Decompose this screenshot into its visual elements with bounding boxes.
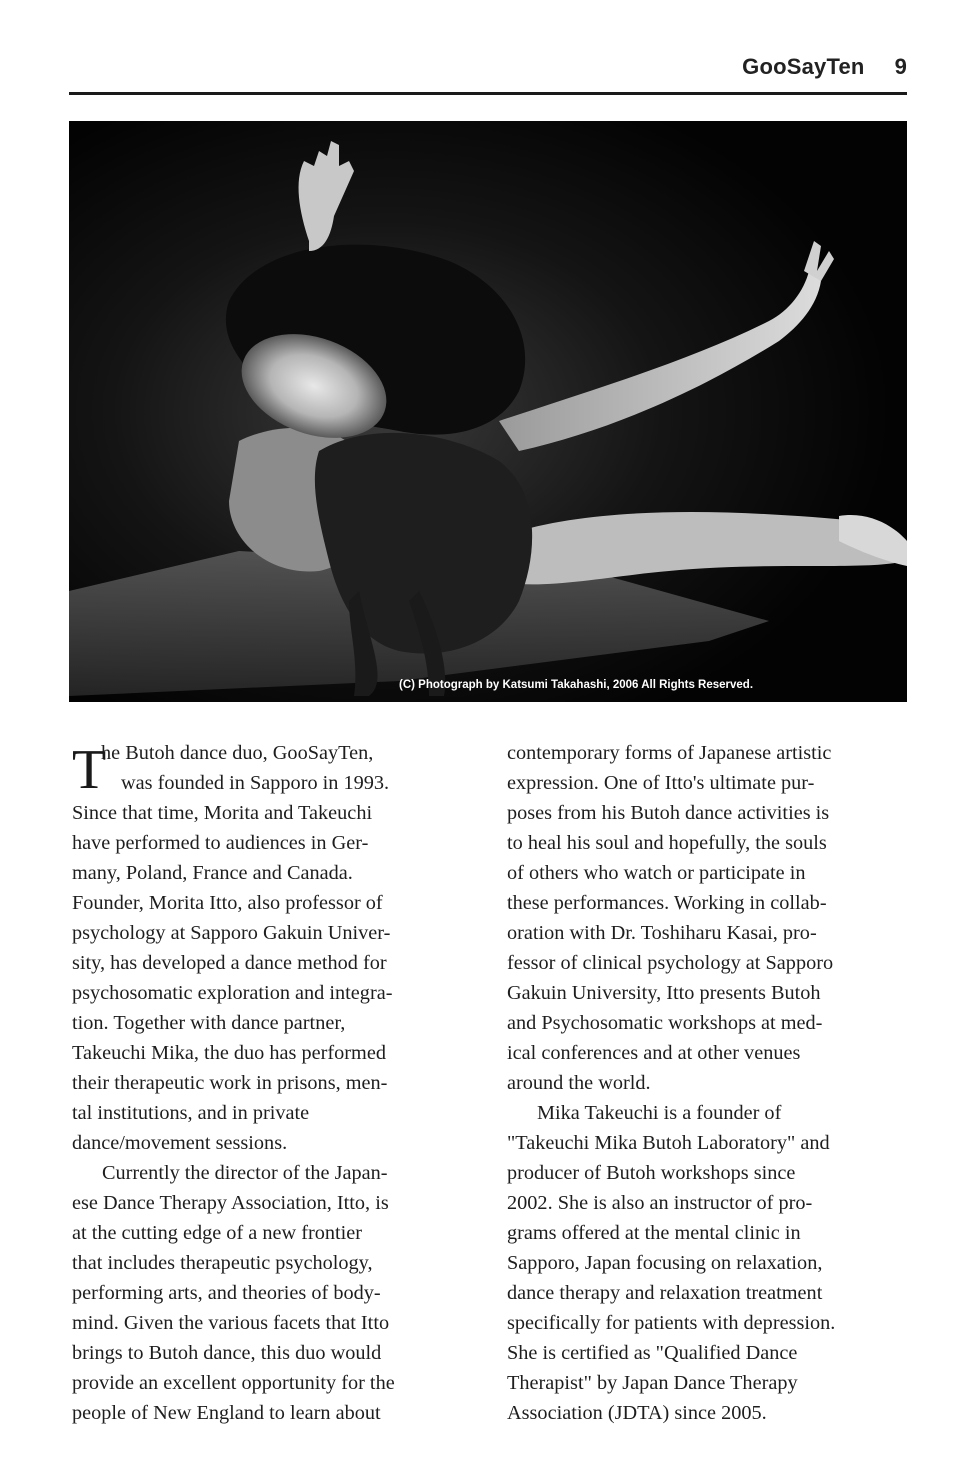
text-line: Sapporo, Japan focusing on relaxation, (507, 1252, 823, 1274)
text-line: Takeuchi Mika, the duo has performed (72, 1042, 386, 1064)
text-line: ical conferences and at other venues (507, 1042, 801, 1064)
text-line: he Butoh dance duo, GooSayTen, (101, 742, 374, 764)
text-line: 2002. She is also an instructor of pro- (507, 1192, 813, 1214)
paragraph-3 (507, 738, 909, 1098)
text-line: oration with Dr. Toshiharu Kasai, pro- (507, 922, 817, 944)
text-line: Therapist" by Japan Dance Therapy (507, 1372, 798, 1394)
text-line: psychosomatic exploration and integra- (72, 982, 393, 1004)
text-line: grams offered at the mental clinic in (507, 1222, 801, 1244)
photo-credit: (C) Photograph by Katsumi Takahashi, 2006 All Rights Reserved. (399, 679, 754, 691)
text-line: tion. Together with dance partner, (72, 1012, 346, 1034)
text-line: at the cutting edge of a new frontier (72, 1222, 363, 1244)
text-line: sity, has developed a dance method for (72, 952, 387, 974)
page-number: 9 (894, 54, 907, 79)
text-line: performing arts, and theories of body- (72, 1282, 381, 1304)
text-line: Mika Takeuchi is a founder of (537, 1102, 782, 1124)
text-line: and Psychosomatic workshops at med- (507, 1012, 823, 1034)
text-line: fessor of clinical psychology at Sapporo (507, 952, 834, 974)
text-line: mind. Given the various facets that Itto (72, 1312, 390, 1334)
text-line: specifically for patients with depression. (507, 1312, 836, 1334)
text-line: was founded in Sapporo in 1993. (121, 772, 390, 794)
text-line: She is certified as "Qualified Dance (507, 1342, 798, 1364)
header-rule (69, 92, 907, 95)
text-line: to heal his soul and hopefully, the souls (507, 832, 827, 854)
text-line: psychology at Sapporo Gakuin Univer- (72, 922, 391, 944)
text-line: producer of Butoh workshops since (507, 1162, 796, 1184)
text-line: Since that time, Morita and Takeuchi (72, 802, 373, 824)
text-line: expression. One of Itto's ultimate pur- (507, 772, 815, 794)
paragraph-2 (72, 1158, 477, 1428)
running-title: GooSayTen (742, 54, 865, 79)
left-column (72, 738, 477, 1428)
paragraph-1 (72, 738, 477, 1158)
text-line: that includes therapeutic psychology, (72, 1252, 373, 1274)
text-line: Founder, Morita Itto, also professor of (72, 892, 383, 914)
text-line: people of New England to learn about (72, 1402, 381, 1424)
drop-cap: T (72, 739, 107, 801)
text-line: ese Dance Therapy Association, Itto, is (72, 1192, 389, 1214)
text-line: dance/movement sessions. (72, 1132, 288, 1154)
running-head (742, 54, 907, 80)
text-line: around the world. (507, 1072, 651, 1094)
text-line: have performed to audiences in Ger- (72, 832, 369, 854)
text-line: tal institutions, and in private (72, 1102, 310, 1124)
right-column (507, 738, 909, 1428)
text-line: of others who watch or participate in (507, 862, 806, 884)
text-line: Gakuin University, Itto presents Butoh (507, 982, 821, 1004)
paragraph-4 (507, 1098, 909, 1428)
text-line: many, Poland, France and Canada. (72, 862, 353, 884)
text-line: dance therapy and relaxation treatment (507, 1282, 823, 1304)
text-line: Currently the director of the Japan- (102, 1162, 388, 1184)
text-line: these performances. Working in collab- (507, 892, 827, 914)
text-line: "Takeuchi Mika Butoh Laboratory" and (507, 1132, 830, 1154)
text-line: poses from his Butoh dance activities is (507, 802, 830, 824)
text-line: their therapeutic work in prisons, men- (72, 1072, 388, 1094)
text-line: provide an excellent opportunity for the (72, 1372, 395, 1394)
text-line: Association (JDTA) since 2005. (507, 1402, 767, 1424)
text-line: contemporary forms of Japanese artistic (507, 742, 832, 764)
butoh-dancers-photo-icon (69, 121, 907, 702)
dance-photo (69, 121, 907, 702)
text-line: brings to Butoh dance, this duo would (72, 1342, 382, 1364)
